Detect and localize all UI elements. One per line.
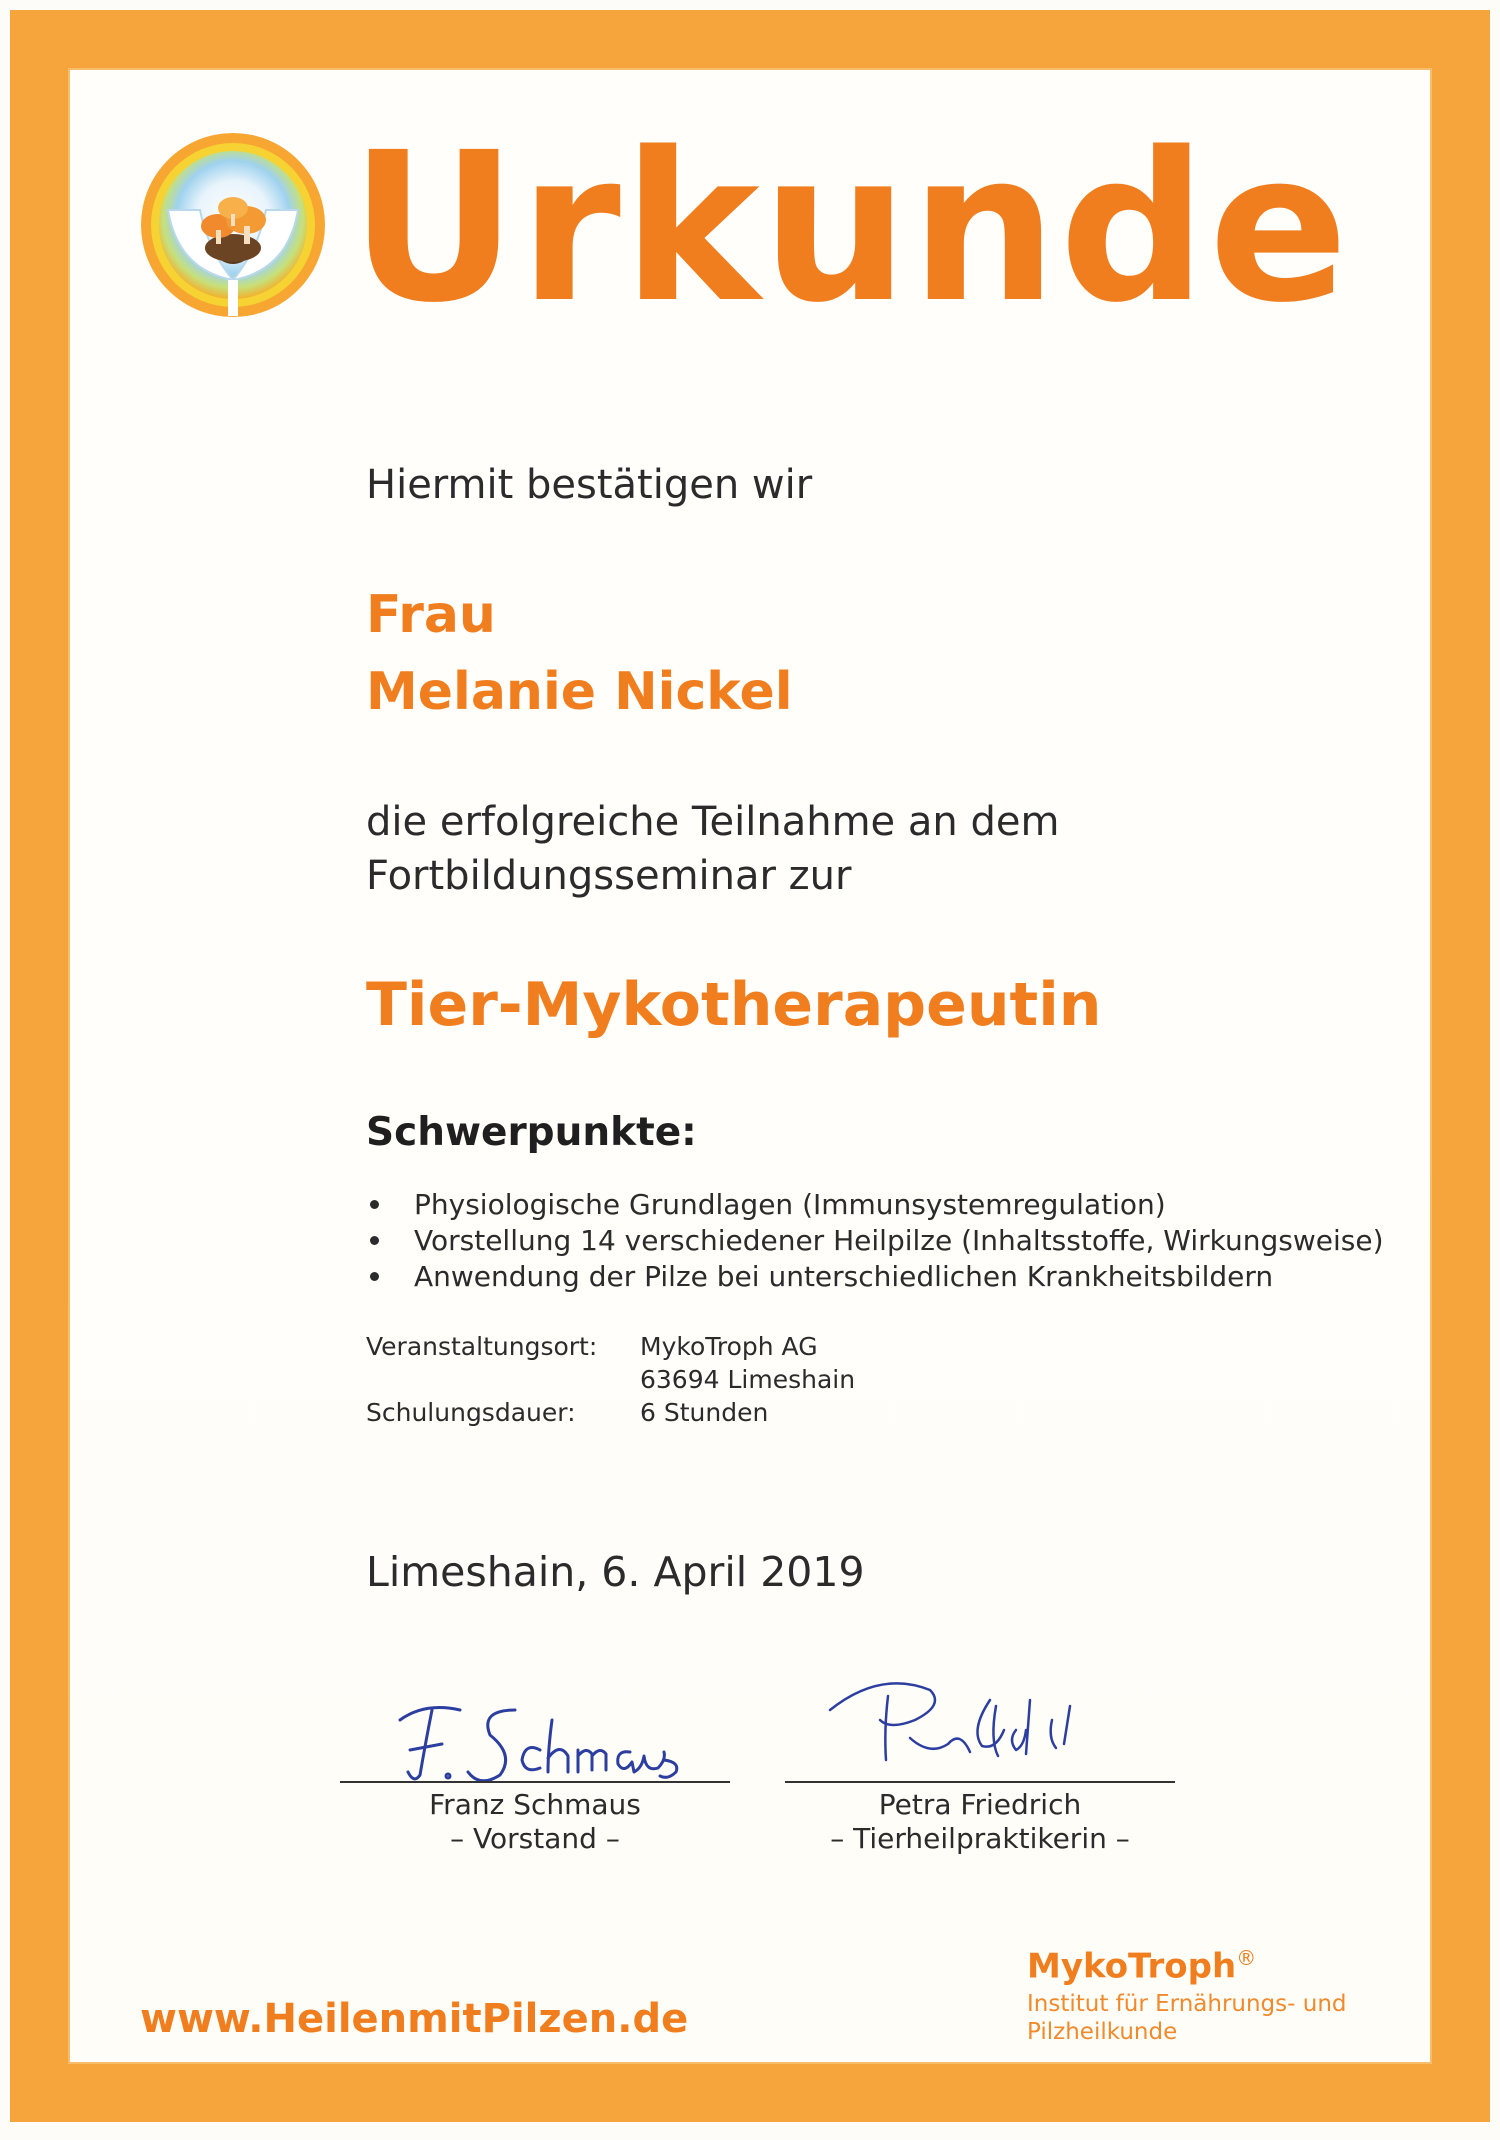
signature-friedrich	[820, 1660, 1140, 1780]
focus-list	[366, 1187, 1384, 1295]
brand-name	[1027, 1946, 1256, 1986]
signature-line-2	[785, 1781, 1175, 1783]
website-link[interactable]: www.HeilenmitPilzen.de	[140, 1996, 689, 2042]
focus-item	[366, 1259, 1384, 1295]
focus-item	[366, 1223, 1384, 1259]
signer-name-2: Petra Friedrich	[878, 1788, 1082, 1821]
signer-name-1: Franz Schmaus	[429, 1788, 641, 1821]
frame-inner-edge	[68, 68, 1432, 2064]
bullet-icon	[370, 1272, 379, 1281]
venue-label: Veranstaltungsort:	[366, 1332, 598, 1361]
brand-name-text: MykoTroph	[1027, 1946, 1237, 1987]
brand-subtitle-2: Pilzheilkunde	[1027, 2019, 1178, 2045]
description-text	[366, 795, 1059, 903]
recipient-salutation: Frau	[366, 585, 496, 645]
duration-value: 6 Stunden	[640, 1398, 769, 1427]
description-line-2: Fortbildungsseminar zur	[366, 853, 852, 899]
bullet-icon	[370, 1236, 379, 1245]
bullet-icon	[370, 1200, 379, 1209]
brand-subtitle-1: Institut für Ernährungs- und	[1027, 1991, 1347, 2017]
duration-label: Schulungsdauer:	[366, 1398, 576, 1427]
intro-text: Hiermit bestätigen wir	[366, 462, 813, 508]
focus-item	[366, 1187, 1384, 1223]
certificate-title: Urkunde	[350, 108, 1351, 348]
signature-line-1	[340, 1781, 730, 1783]
signature-schmaus	[380, 1680, 700, 1790]
registered-mark: ®	[1236, 1946, 1257, 1970]
place-date: Limeshain, 6. April 2019	[366, 1548, 865, 1596]
recipient-name: Melanie Nickel	[366, 662, 793, 722]
venue-city: 63694 Limeshain	[640, 1365, 856, 1394]
course-title: Tier-Mykotherapeutin	[366, 970, 1102, 1040]
mushroom-hands-logo-icon	[138, 130, 328, 320]
venue-name: MykoTroph AG	[640, 1332, 818, 1361]
focus-item-text: Vorstellung 14 verschiedener Heilpilze (Inhaltsstoffe, Wirkungsweise)	[414, 1224, 1384, 1257]
signer-role-1: – Vorstand –	[450, 1822, 620, 1855]
description-line-1: die erfolgreiche Teilnahme an dem	[366, 799, 1060, 845]
focus-item-text: Anwendung der Pilze bei unterschiedlichen Krankheitsbildern	[414, 1260, 1274, 1293]
focus-item-text: Physiologische Grundlagen (Immunsystemregulation)	[414, 1188, 1166, 1221]
signer-role-2: – Tierheilpraktikerin –	[830, 1822, 1130, 1855]
focus-heading: Schwerpunkte:	[366, 1110, 697, 1155]
